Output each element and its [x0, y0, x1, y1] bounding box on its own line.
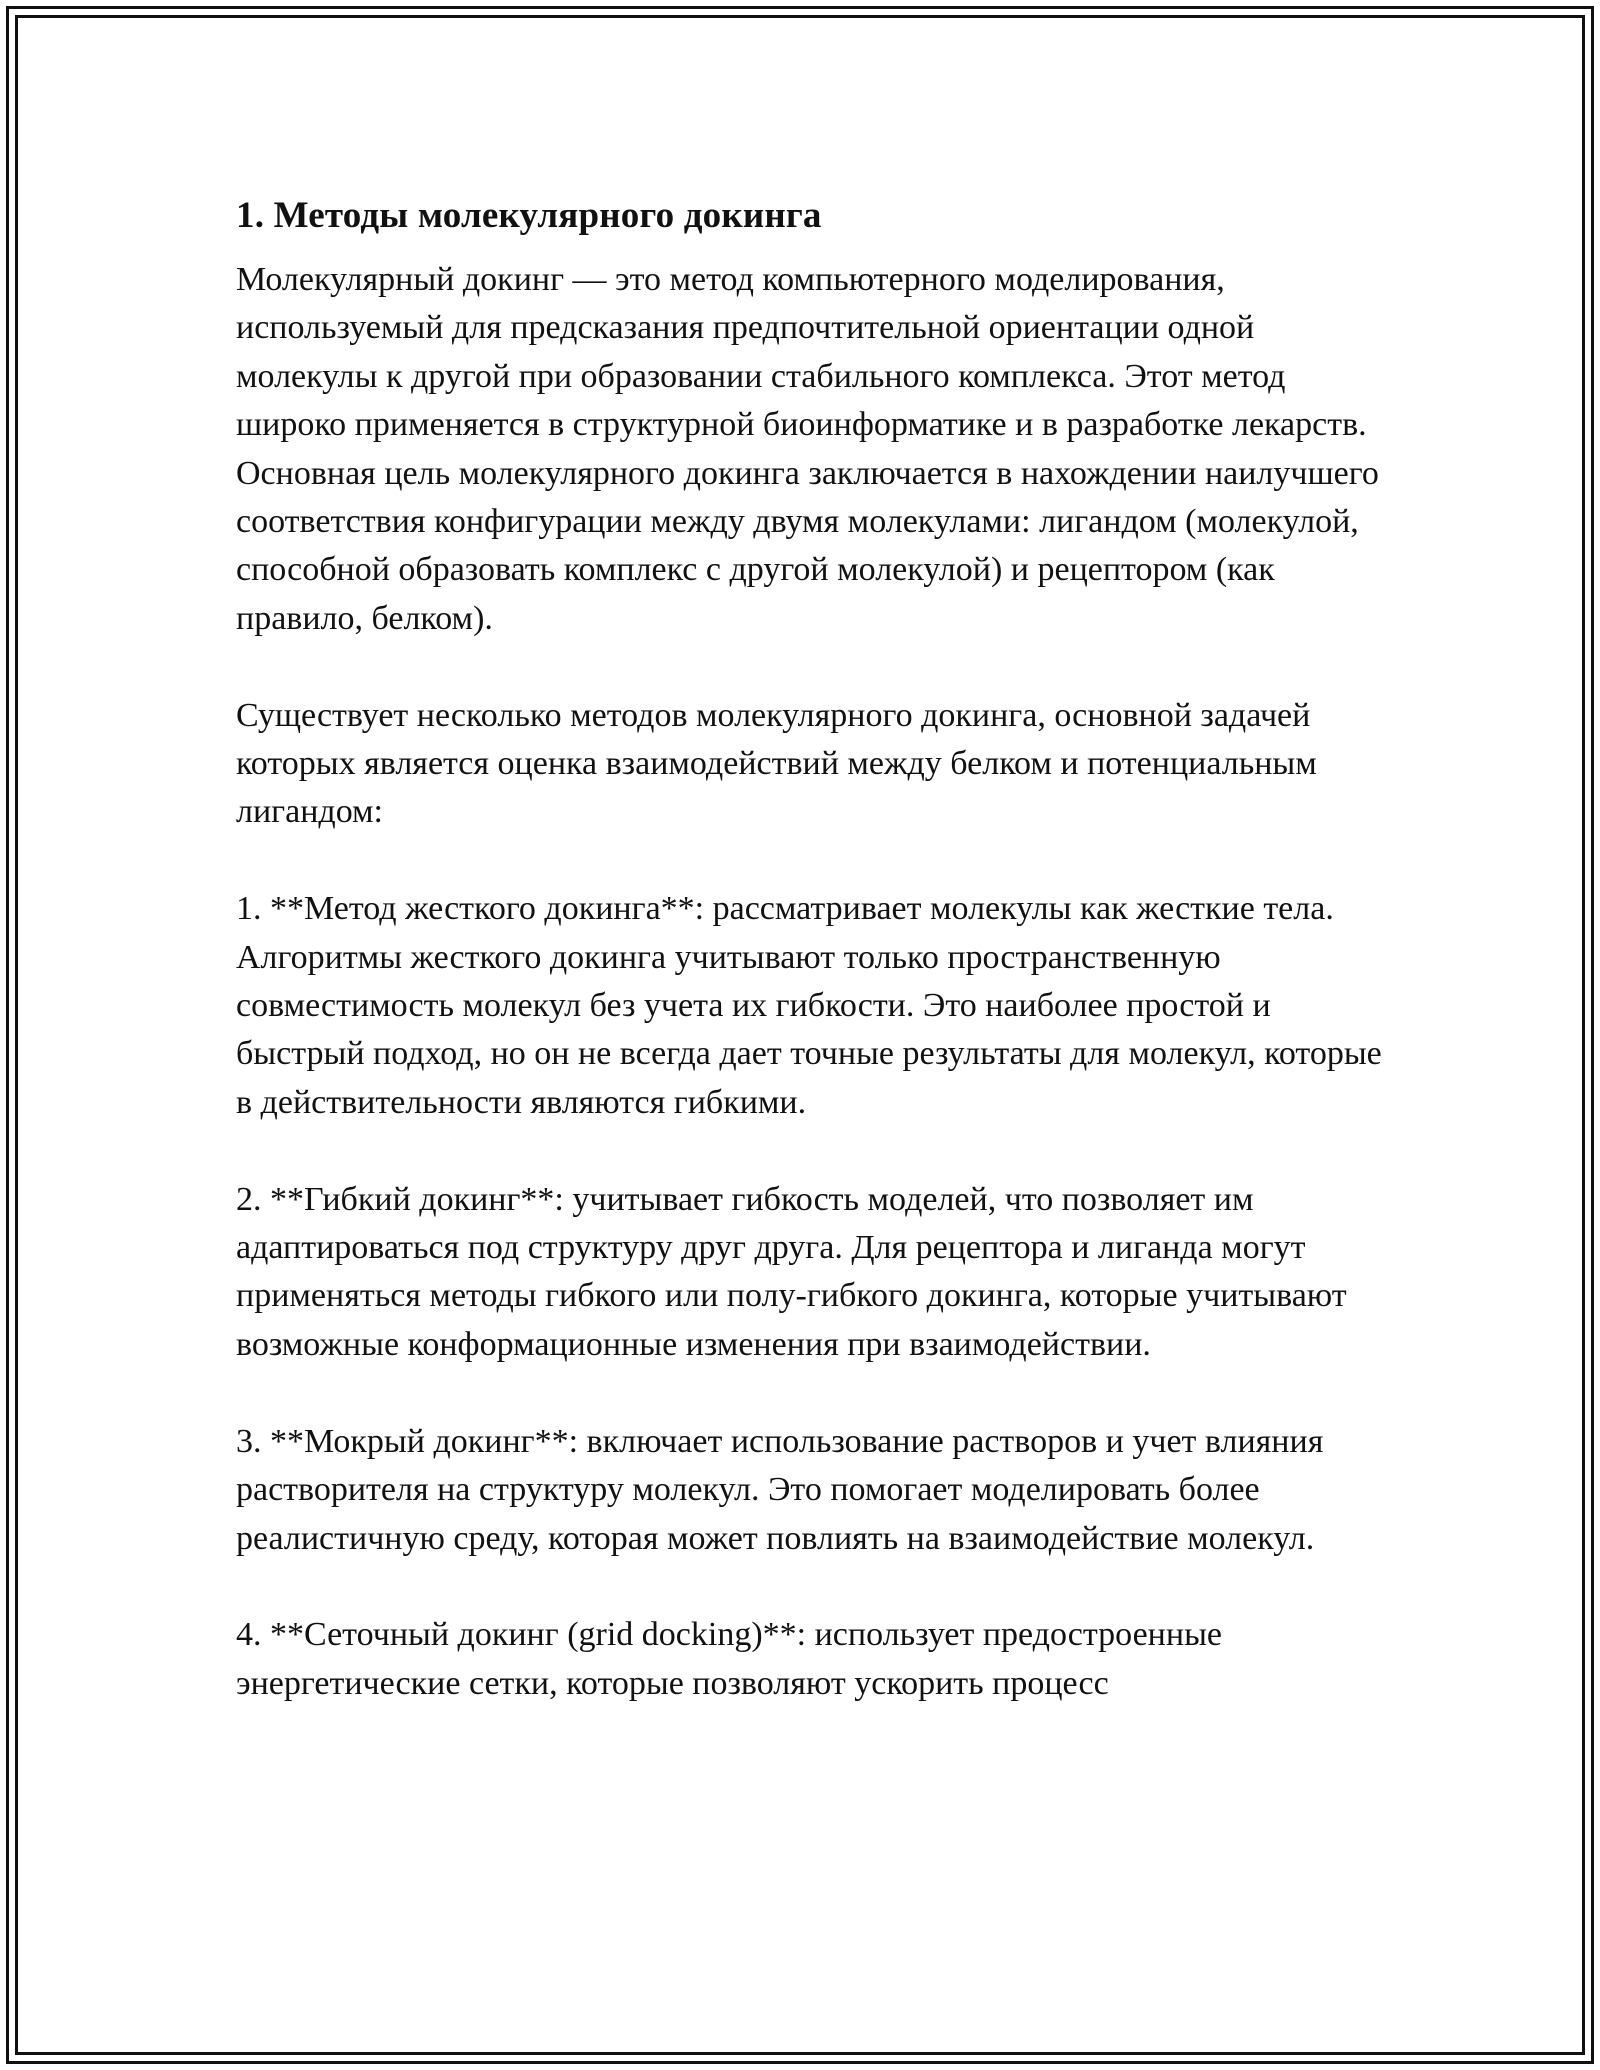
paragraph-methods-overview: Существует несколько методов молекулярного докинга, основной задачей которых является оценка взаимодействий между белком и потенциальным лигандом:: [236, 696, 1317, 831]
paragraph-rigid-docking: 1. **Метод жесткого докинга**: рассматривает молекулы как жесткие тела. Алгоритмы жесткого докинга учитывают только пространственную совместимость молекул без учета их гибкости. Это наиболее простой и быстрый подход, но он не всегда дает точные результаты для молекул, которые в действительности являются гибкими.: [236, 890, 1382, 1121]
document-body: [236, 190, 1386, 1708]
paragraph-intro: Молекулярный докинг — это метод компьютерного моделирования, используемый для предсказания предпочтительной ориентации одной молекулы к другой при образовании стабильного комплекса. Этот метод широко применяется в структурной биоинформатике и в разработке лекарств. Основная цель молекулярного докинга заключается в нахождении наилучшего соответствия конфигурации между двумя молекулами: лигандом (молекулой, способной образовать комплекс с другой молекулой) и рецептором (как правило, белком).: [236, 261, 1379, 637]
paragraph-flexible-docking: 2. **Гибкий докинг**: учитывает гибкость моделей, что позволяет им адаптироваться под структуру друг друга. Для рецептора и лиганда могут применяться методы гибкого или полу-гибкого докинга, которые учитывают возможные конформационные изменения при взаимодействии.: [236, 1180, 1347, 1363]
paragraph-wet-docking: 3. **Мокрый докинг**: включает использование растворов и учет влияния растворителя на структуру молекул. Это помогает моделировать более реалистичную среду, которая может повлиять на взаимодействие молекул.: [236, 1422, 1324, 1557]
paragraph-grid-docking: 4. **Сеточный докинг (grid docking)**: использует предостроенные энергетические сетки, которые позволяют ускорить процесс: [236, 1616, 1222, 1702]
section-heading: 1. Методы молекулярного докинга: [236, 195, 822, 236]
